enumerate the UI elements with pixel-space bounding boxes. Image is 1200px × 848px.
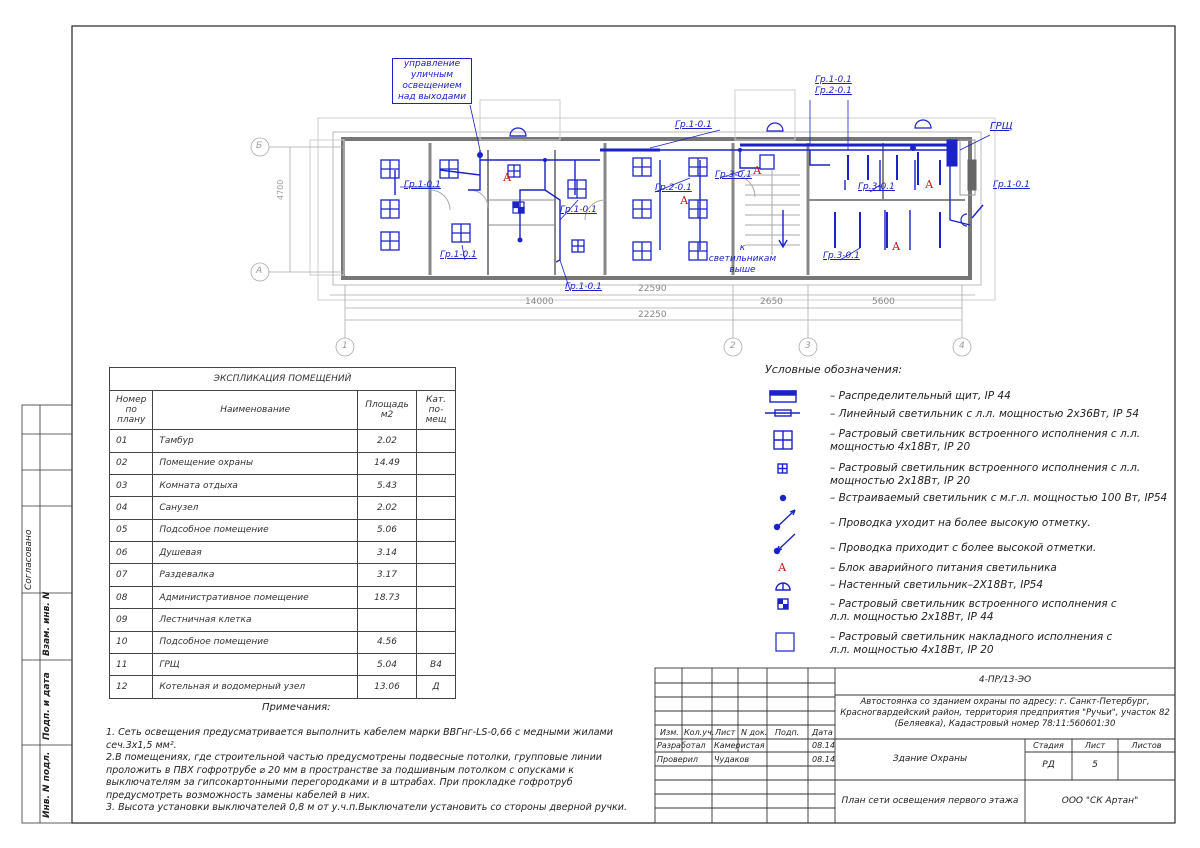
row-name: Административное помещение	[153, 586, 358, 608]
explication-title: ЭКСПЛИКАЦИЯ ПОМЕЩЕНИЙ	[110, 368, 456, 391]
axis-b-label: Б	[256, 141, 263, 151]
row-name: Помещение охраны	[153, 452, 358, 474]
row-name: Комната отдыха	[153, 474, 358, 496]
legend-item: – Растровый светильник встроенного исполнения с л.л. мощностью 2х18Вт, IP 20	[830, 462, 1141, 487]
tb-address: Автостоянка со зданием охраны по адресу: г. Санкт-Петербург, Красногвардейский район, территория предприятия "Ручьи", участок 82 (Беляевка), Кадастровый номер 78:11:560601:30	[840, 697, 1170, 729]
group-label: Гр.1-0.1	[440, 250, 477, 260]
emergency-mark: А	[753, 164, 762, 177]
row-name: Подсобное помещение	[153, 519, 358, 541]
tb-stage: РД	[1042, 760, 1055, 770]
table-row	[110, 564, 456, 586]
row-num: 05	[110, 519, 153, 541]
row-num: 09	[110, 609, 153, 631]
tb-sheets-label: Листов	[1131, 741, 1162, 750]
row-cat: В4	[417, 654, 456, 676]
row-num: 07	[110, 564, 153, 586]
row-num: 06	[110, 542, 153, 564]
tb-chk-name: Чудаков	[714, 755, 750, 764]
table-row	[110, 519, 456, 541]
emergency-mark: А	[680, 194, 689, 207]
row-cat	[417, 519, 456, 541]
grsch-label: ГРЩ	[990, 121, 1013, 132]
row-cat	[417, 452, 456, 474]
axis-3-label: 3	[805, 341, 811, 351]
group-label: Гр.2-0.1	[815, 86, 852, 96]
row-area	[358, 609, 417, 631]
table-row	[110, 430, 456, 452]
legend-item: – Встраиваемый светильник с м.г.л. мощностью 100 Вт, IP54	[830, 492, 1168, 504]
group-label: Гр.3-0.1	[823, 251, 860, 261]
table-row	[110, 676, 456, 699]
group-label: Гр.1-0.1	[565, 282, 602, 292]
dim-total-bottom: 22250	[638, 310, 667, 320]
row-area: 4.56	[358, 631, 417, 653]
tb-chk-role: Проверил	[657, 755, 699, 764]
tb-col-izm: Изм.	[660, 728, 679, 737]
row-cat	[417, 474, 456, 496]
to-lamps-note: к светильникам выше	[708, 243, 777, 275]
row-cat	[417, 564, 456, 586]
tb-code: 4-ПР/13-ЭО	[978, 675, 1032, 685]
notes-title: Примечания:	[262, 702, 331, 713]
tb-col-podp: Подп.	[775, 728, 800, 737]
row-area: 5.04	[358, 654, 417, 676]
dim-seg1: 14000	[525, 297, 554, 307]
control-note: управление уличным освещением над выходами	[392, 58, 472, 104]
note-line: предусмотреть возможность замены кабелей в них.	[106, 789, 371, 801]
row-area: 5.06	[358, 519, 417, 541]
dim-seg3: 5600	[872, 297, 895, 307]
axis-a-label: А	[256, 266, 263, 276]
dim-total-top: 22590	[638, 284, 667, 294]
emergency-mark: А	[925, 178, 934, 191]
header-area: Площадь м2	[358, 391, 417, 430]
note-line: выключателям за гипсокартонными перегородками и в штрабах. При прокладке гофротруб	[106, 777, 573, 788]
side-agreed: Согласовано	[24, 529, 34, 590]
legend-title: Условные обозначения:	[765, 363, 903, 376]
group-label: Гр.3-0.1	[715, 170, 752, 180]
table-row	[110, 609, 456, 631]
row-name: Санузел	[153, 497, 358, 519]
group-label: Гр.1-0.1	[675, 120, 712, 130]
group-label: Гр.1-0.1	[815, 75, 852, 85]
row-area: 3.17	[358, 564, 417, 586]
explication-table	[109, 367, 456, 699]
legend-item: – Растровый светильник встроенного исполнения с л.л. мощностью 4х18Вт, IP 20	[830, 428, 1141, 453]
group-label: Гр.1-0.1	[404, 180, 441, 190]
plan-building	[310, 90, 995, 300]
row-name: Душевая	[153, 542, 358, 564]
row-num: 08	[110, 586, 153, 608]
tb-col-list: Лист	[715, 728, 736, 737]
distribution-board	[947, 140, 957, 166]
row-name: Котельная и водомерный узел	[153, 676, 358, 699]
row-name: Подсобное помещение	[153, 631, 358, 653]
table-row	[110, 474, 456, 496]
note-line: 2.В помещениях, где строительной частью предусмотрены подвесные потолки, групповые линии	[106, 752, 602, 763]
group-label: Гр.2-0.1	[655, 183, 692, 193]
table-row	[110, 452, 456, 474]
row-area: 18.73	[358, 586, 417, 608]
row-cat	[417, 586, 456, 608]
row-area: 3.14	[358, 542, 417, 564]
legend-item: – Проводка уходит на более высокую отметку.	[830, 517, 1091, 529]
legend-item: – Настенный светильник–2Х18Вт, IP54	[830, 579, 1044, 591]
row-cat	[417, 430, 456, 452]
row-cat	[417, 631, 456, 653]
tb-building: Здание Охраны	[892, 754, 968, 764]
tb-dev-date: 08.14	[812, 741, 835, 750]
group-label: Гр.1-0.1	[560, 205, 597, 215]
legend-item: – Блок аварийного питания светильника	[830, 562, 1057, 574]
header-num: Номер по плану	[110, 391, 153, 430]
tb-sheet-label: Лист	[1084, 741, 1106, 750]
legend-item: – Проводка приходит с более высокой отметки.	[830, 542, 1097, 554]
side-inv-orig: Инв. N подл.	[42, 751, 52, 818]
group-label: Гр.1-0.1	[993, 180, 1030, 190]
legend-item: – Растровый светильник накладного исполнения с л.л. мощностью 4х18Вт, IP 20	[830, 631, 1113, 656]
axis-2-label: 2	[730, 341, 736, 351]
tb-col-kol: Кол.уч.	[684, 728, 715, 737]
legend-symbols	[765, 391, 800, 651]
axis-4-label: 4	[959, 341, 965, 351]
side-inv-replace: Взам. инв. N	[42, 591, 52, 656]
row-num: 12	[110, 676, 153, 699]
note-line: проложить в ПВХ гофротрубе ⌀ 20 мм в пространстве за подшивным потолком с опусками к	[106, 764, 575, 776]
table-row	[110, 631, 456, 653]
group-label: Гр.3-0.1	[858, 182, 895, 192]
tb-stage-label: Стадия	[1033, 741, 1064, 750]
plan-axes	[251, 138, 975, 356]
legend-emergency-symbol: А	[778, 561, 787, 574]
row-area: 5.43	[358, 474, 417, 496]
dim-height: 4700	[276, 179, 285, 200]
row-area: 14.49	[358, 452, 417, 474]
legend-item: – Линейный светильник с л.л. мощностью 2х36Вт, IP 54	[830, 408, 1140, 420]
emergency-mark: А	[892, 240, 901, 253]
row-cat	[417, 542, 456, 564]
notes-block	[106, 727, 646, 815]
tb-dev-role: Разработал	[657, 741, 706, 750]
note-line: 3. Высота установки выключателей 0,8 м от у.ч.п.Выключатели установить со стороны дверной ручки.	[106, 802, 627, 813]
row-cat	[417, 609, 456, 631]
table-row	[110, 586, 456, 608]
table-row	[110, 654, 456, 676]
row-num: 01	[110, 430, 153, 452]
row-name: Лестничная клетка	[153, 609, 358, 631]
emergency-mark: А	[503, 171, 512, 184]
row-name: ГРЩ	[153, 654, 358, 676]
row-area: 13.06	[358, 676, 417, 699]
tb-sheet: 5	[1092, 760, 1098, 770]
row-num: 02	[110, 452, 153, 474]
row-name: Раздевалка	[153, 564, 358, 586]
row-area: 2.02	[358, 430, 417, 452]
row-area: 2.02	[358, 497, 417, 519]
row-num: 04	[110, 497, 153, 519]
header-cat: Кат. по- мещ	[417, 391, 456, 430]
table-row	[110, 497, 456, 519]
tb-chk-date: 08.14	[812, 755, 835, 764]
row-num: 11	[110, 654, 153, 676]
dim-seg2: 2650	[760, 297, 783, 307]
note-line: 1. Сеть освещения предусматривается выполнить кабелем марки ВВГнг-LS-0,66 с медными жилами	[106, 727, 613, 738]
row-cat: Д	[417, 676, 456, 699]
row-name: Тамбур	[153, 430, 358, 452]
tb-dev-name: Камеристая	[714, 741, 765, 750]
tb-col-ndok: N док.	[741, 728, 768, 737]
table-row	[110, 542, 456, 564]
note-line: сеч.3х1,5 мм².	[106, 739, 177, 751]
axis-1-label: 1	[342, 341, 348, 351]
legend-item: – Распределительный щит, IP 44	[830, 390, 1011, 402]
tb-col-data: Дата	[812, 728, 833, 737]
legend-item: – Растровый светильник встроенного исполнения с л.л. мощностью 2х18Вт, IP 44	[830, 598, 1117, 623]
row-num: 10	[110, 631, 153, 653]
side-sign-date: Подп. и дата	[42, 672, 52, 740]
header-name: Наименование	[153, 391, 358, 430]
tb-company: ООО "СК Артан"	[1061, 796, 1139, 806]
row-num: 03	[110, 474, 153, 496]
tb-drawing-name: План сети освещения первого этажа	[841, 796, 1019, 806]
row-cat	[417, 497, 456, 519]
